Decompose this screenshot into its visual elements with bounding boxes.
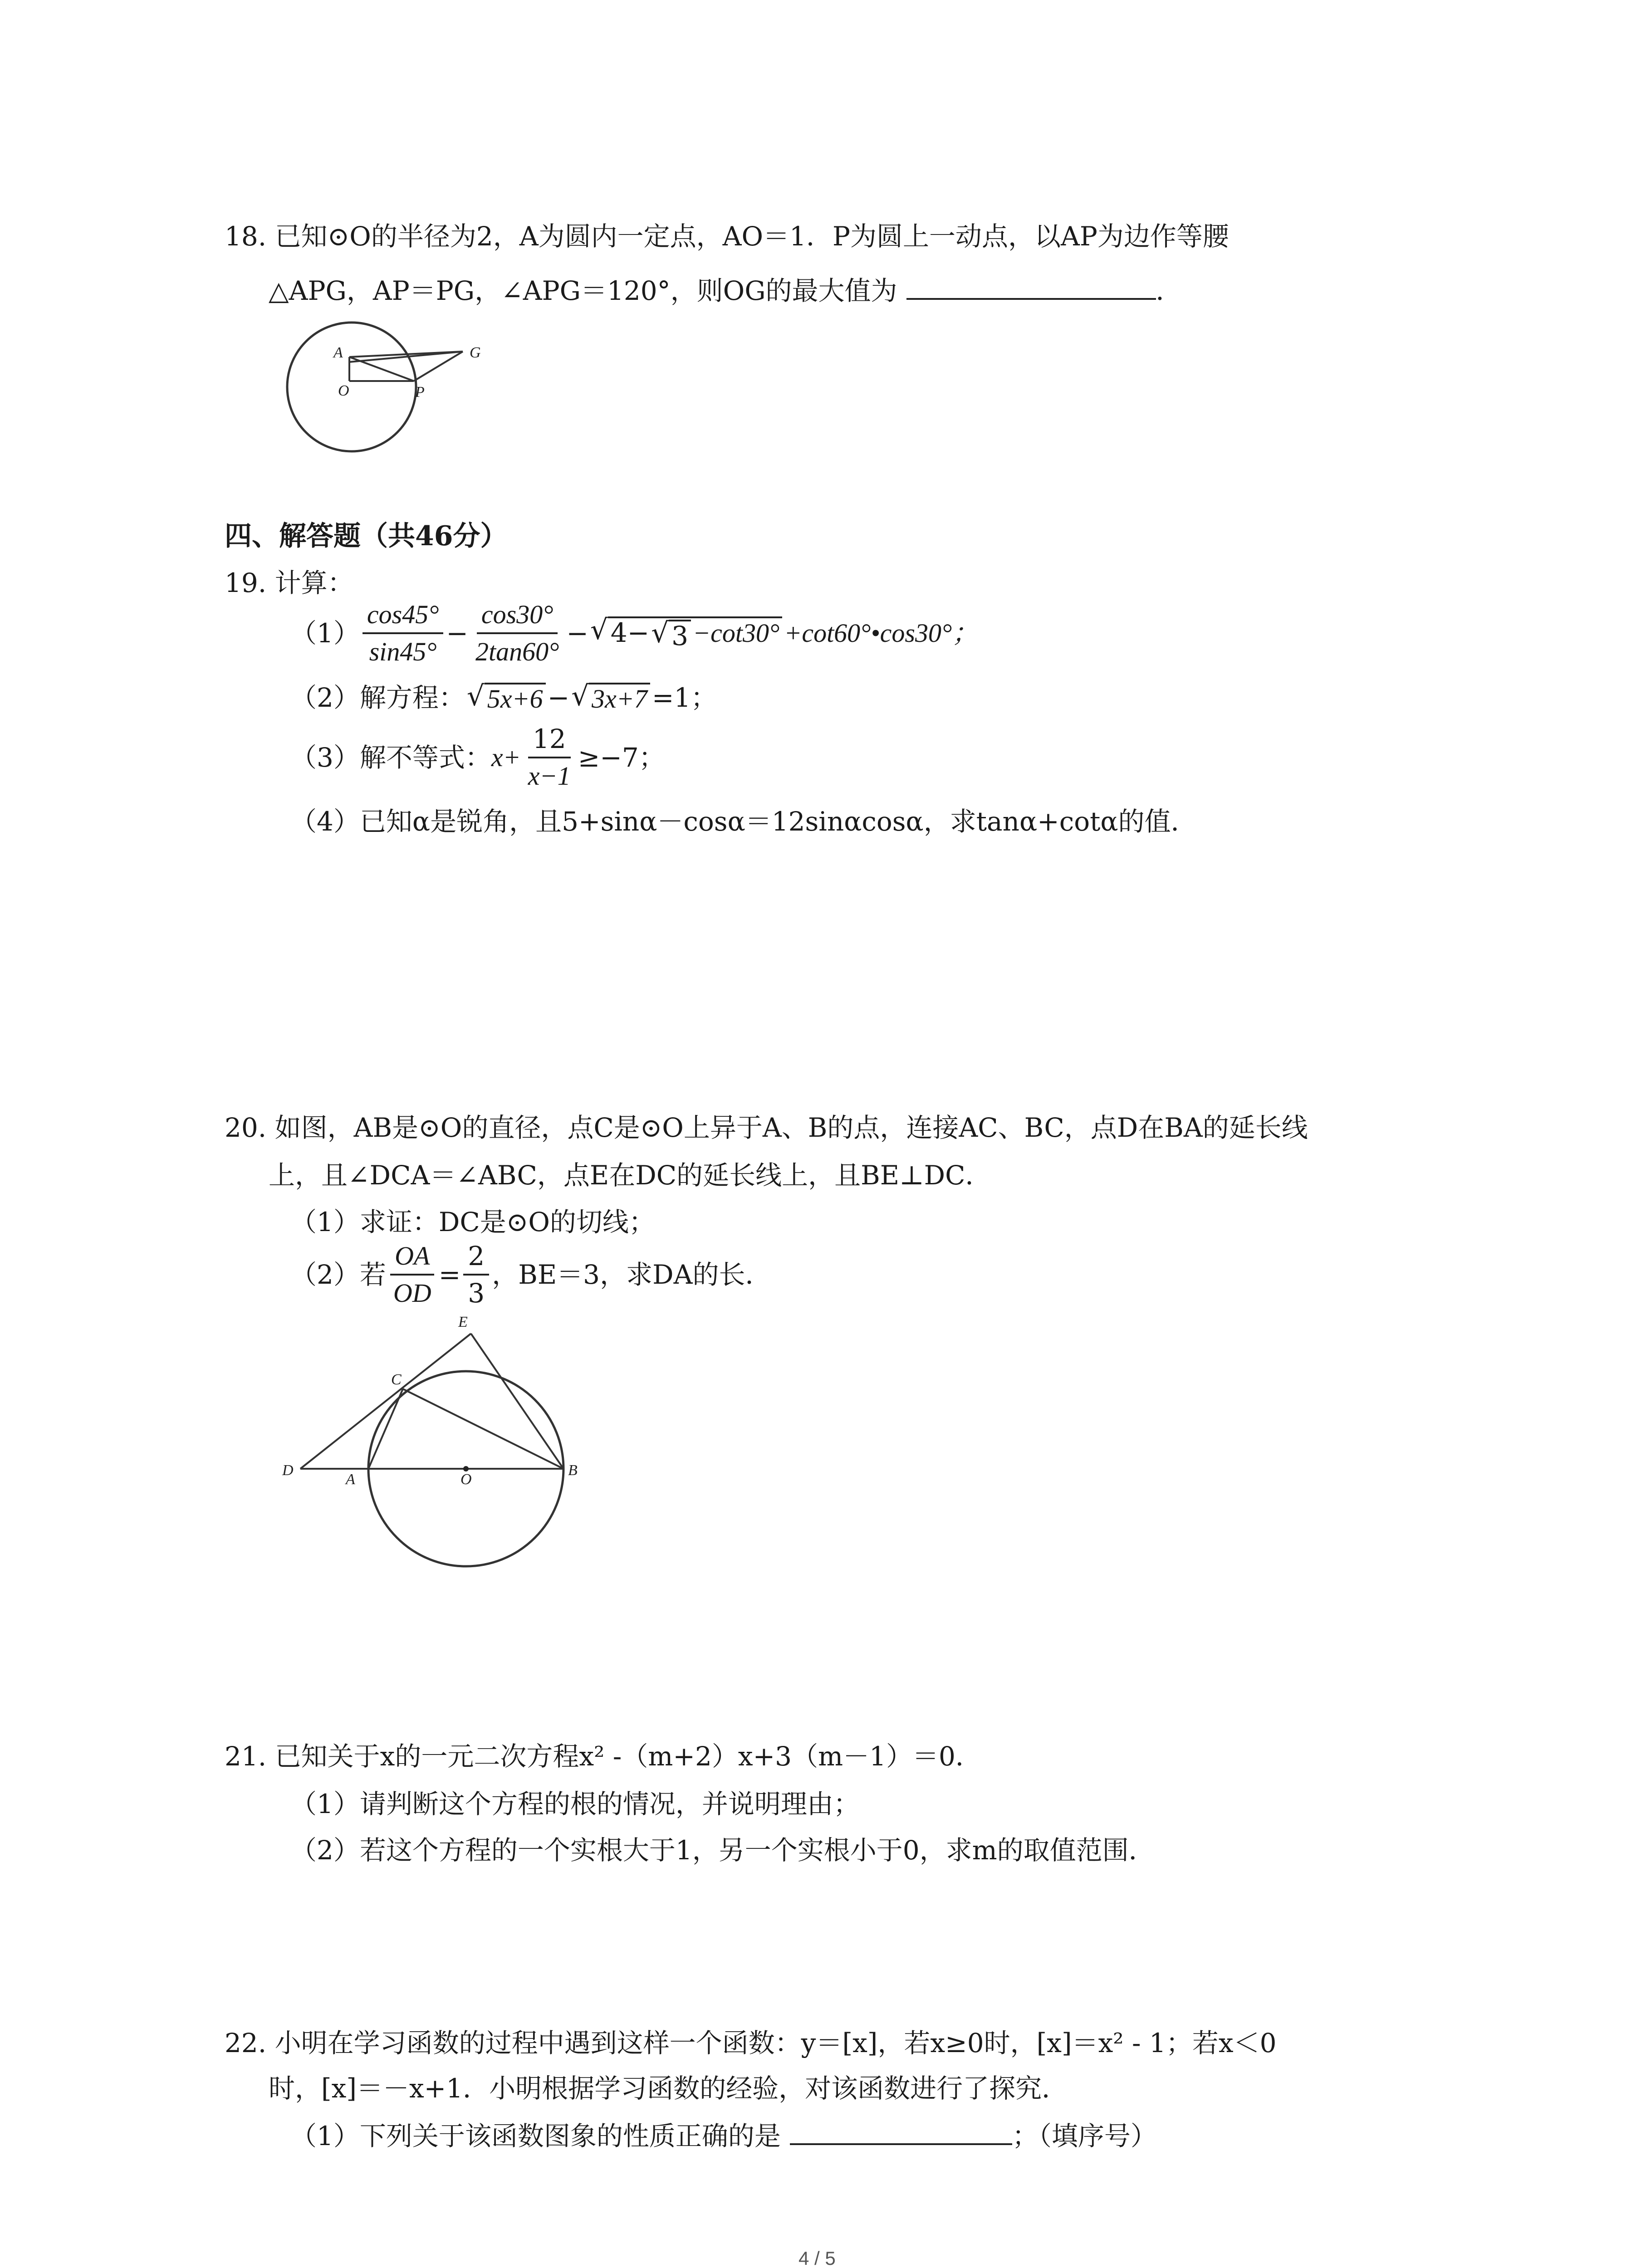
q19-p1-f2-den: 2tan60° <box>475 637 559 666</box>
q19-p3-den: x−1 <box>528 761 571 791</box>
q19-p1-sqrt-outer-lead: 4− <box>610 617 650 648</box>
q20-p2-tag: （2）若 <box>290 1259 386 1290</box>
q20-part1: （1）求证：DC是⊙O的切线； <box>290 1207 655 1237</box>
q19-p3-tag: （3）解不等式： <box>290 742 491 773</box>
q19-p1-sqrt-inner: √ 3 <box>651 620 691 650</box>
q18-line2-text: △APG，AP＝PG，∠APG＝120°，则OG的最大值为 <box>269 275 897 306</box>
q19-p3-fraction <box>524 723 575 791</box>
q21-line1: 21. 已知关于x的一元二次方程x² -（m+2）x+3（m－1）＝0． <box>225 1741 982 1772</box>
q19-p3-num: 12 <box>528 726 571 758</box>
q19-part2 <box>290 680 717 714</box>
section-title: 四、解答题（共46分） <box>225 520 508 552</box>
q18-circle <box>287 323 416 451</box>
q22-line1: 22. 小明在学习函数的过程中遇到这样一个函数：y＝[x]，若x≥0时，[x]＝x² - 1；若x＜0 <box>225 2028 1277 2058</box>
q20-p2-f2-den: 3 <box>468 1278 485 1309</box>
q19-p2-tail: =1； <box>652 682 717 714</box>
q20-p2-fraction2 <box>463 1241 489 1309</box>
q19-p2-r1: 5x+6 <box>485 683 546 713</box>
q19-p2-sqrt1: √ 5x+6 <box>467 683 546 713</box>
q22-part1 <box>290 2123 1157 2149</box>
q20-p2-eq: = <box>438 1259 461 1290</box>
q19-p1-fraction2 <box>471 601 563 665</box>
q19-part4: （4）已知α是锐角，且5+sinα－cosα＝12sinαcosα，求tanα+cotα的值． <box>290 806 1197 837</box>
q20-line1: 20. 如图，AB是⊙O的直径，点C是⊙O上异于A、B的点，连接AC、BC，点D在BA的延长线 <box>225 1112 1308 1143</box>
q19-p1-minus2: − <box>566 618 588 649</box>
q19-p1-minus1: − <box>446 618 469 649</box>
q20-p2-fraction1 <box>389 1243 436 1306</box>
q18-line2 <box>269 275 1182 306</box>
q19-p3-lead: x+ <box>491 743 521 772</box>
q22-answer-blank <box>790 2143 1012 2145</box>
q19-p3-tail: ≥−7； <box>578 742 665 773</box>
q21-part1: （1）请判断这个方程的根的情况，并说明理由； <box>290 1789 860 1819</box>
q18-figure <box>272 331 508 467</box>
q19-part1 <box>290 601 978 665</box>
q20-p2-f1-num: OA <box>390 1243 434 1276</box>
page-number: 4 / 5 <box>798 2248 836 2268</box>
q18-answer-blank <box>906 298 1156 300</box>
q20-figure <box>272 1306 608 1569</box>
q19-p1-sqrt-outer: √ 4− √ 3 −cot30° <box>590 616 782 650</box>
q22-part1-end: ；（填序号） <box>1012 2121 1157 2151</box>
q18-label-a: A <box>333 344 343 361</box>
q18-label-o: O <box>338 382 349 399</box>
q19-head: 19. 计算： <box>225 567 354 598</box>
q19-p1-tag: （1） <box>290 618 360 649</box>
q18-line1: 18. 已知⊙O的半径为2，A为圆内一定点，AO＝1．P为圆上一动点，以AP为边作等腰 <box>225 221 1229 252</box>
q19-p1-tail: +cot60°•cos30°； <box>784 618 979 648</box>
q20-part2 <box>290 1241 772 1309</box>
q19-p1-sqrt-inner-val: 3 <box>669 620 691 650</box>
q19-part3 <box>290 723 665 791</box>
q20-line-de <box>300 1334 471 1469</box>
q19-p2-sqrt2: √ 3x+7 <box>571 683 650 713</box>
q21-part2: （2）若这个方程的一个实根大于1，另一个实根小于0，求m的取值范围． <box>290 1835 1155 1866</box>
q19-p2-minus: − <box>547 682 570 714</box>
q20-label-b: B <box>568 1462 578 1479</box>
q20-label-e: E <box>458 1314 468 1330</box>
q18-line2-end: ． <box>1156 275 1182 306</box>
q19-p2-r2: 3x+7 <box>589 683 650 713</box>
q20-label-c: C <box>391 1371 402 1388</box>
q20-p2-tail: ，BE＝3，求DA的长． <box>492 1259 772 1290</box>
q20-line-cb <box>403 1389 563 1469</box>
q18-label-g: G <box>470 344 481 361</box>
q19-p1-f2-num: cos30° <box>477 601 558 634</box>
q22-part1-text: （1）下列关于该函数图象的性质正确的是 <box>290 2121 781 2151</box>
q20-line2: 上，且∠DCA＝∠ABC，点E在DC的延长线上，且BE⊥DC． <box>269 1160 992 1191</box>
q19-p1-sqrt-tail: −cot30° <box>692 618 780 648</box>
q20-p2-f2-num: 2 <box>463 1243 489 1276</box>
q20-label-o: O <box>460 1471 472 1488</box>
q19-p1-fraction1 <box>362 601 444 665</box>
q18-label-p: P <box>415 384 425 401</box>
q19-p1-f1-num: cos45° <box>362 601 444 634</box>
q20-p2-f1-den: OD <box>393 1278 431 1308</box>
q20-label-d: D <box>282 1462 294 1479</box>
q20-line-be <box>471 1334 563 1469</box>
q19-p1-f1-den: sin45° <box>369 637 437 666</box>
q22-line2: 时，[x]＝－x+1．小明根据学习函数的经验，对该函数进行了探究． <box>269 2073 1068 2104</box>
q19-p2-tag: （2）解方程： <box>290 682 465 714</box>
q20-label-a: A <box>346 1471 355 1488</box>
